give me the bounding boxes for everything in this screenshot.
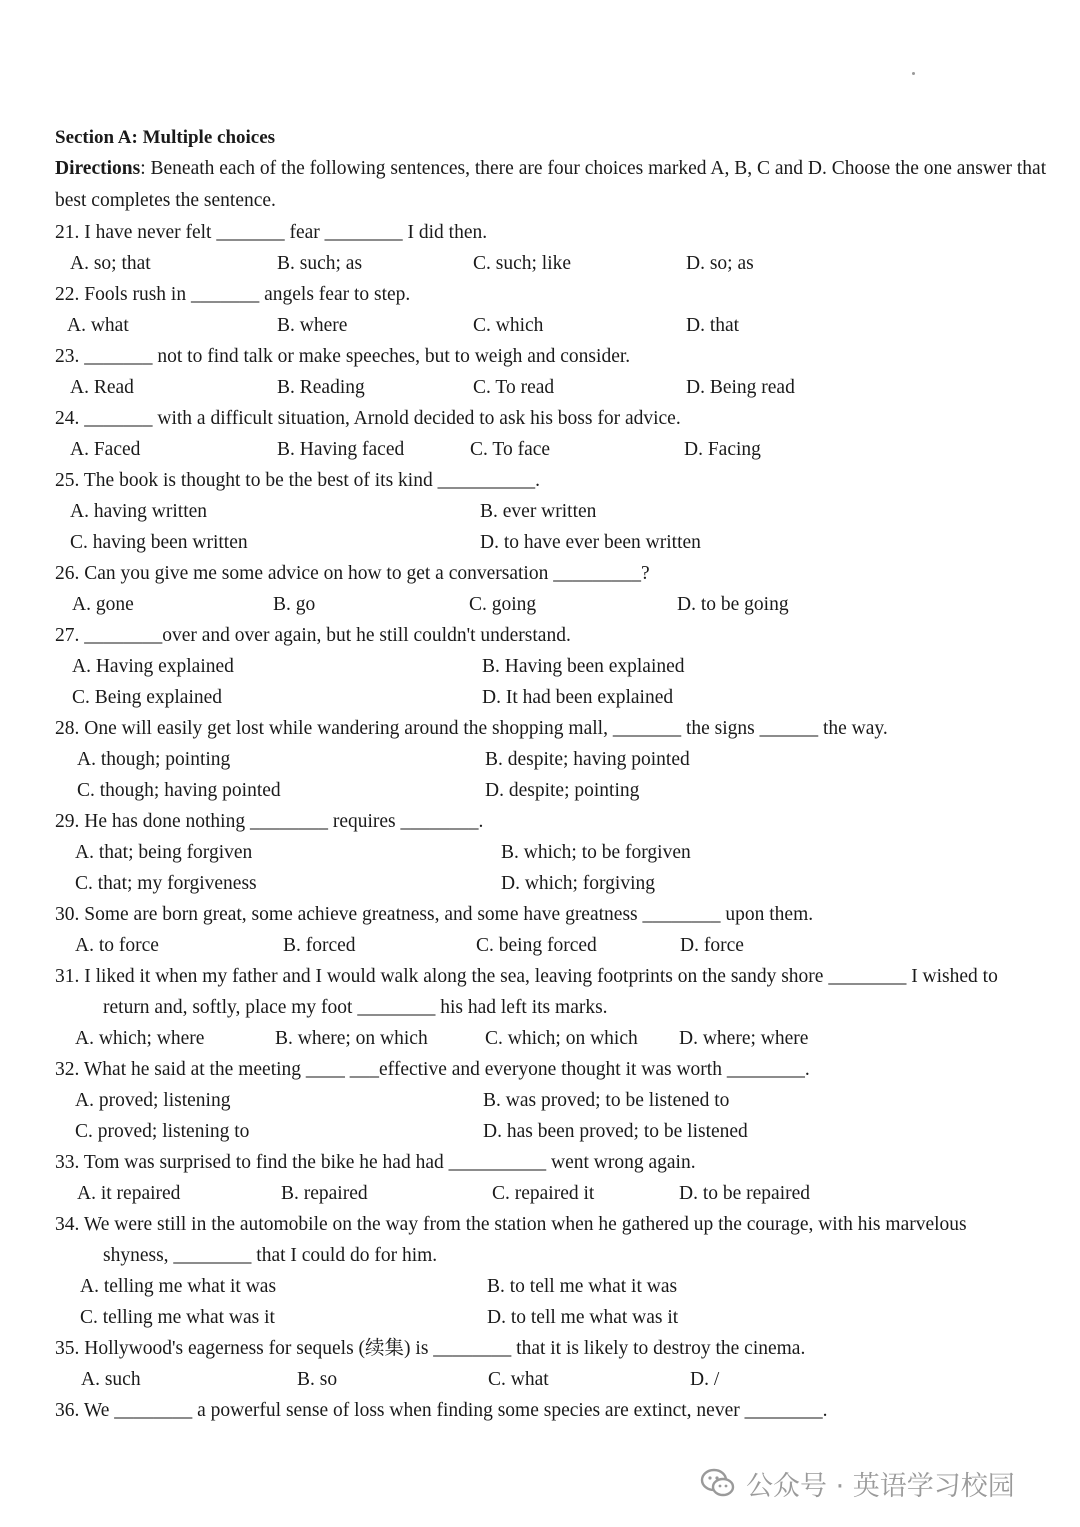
option-d: D. to be going	[677, 594, 789, 615]
question-32	[55, 1054, 1060, 1147]
question-29	[55, 806, 1060, 899]
option-row	[55, 744, 1060, 775]
option-b: B. such; as	[277, 253, 363, 274]
option-b: B. to tell me what it was	[487, 1276, 678, 1297]
option-row	[55, 1302, 1060, 1333]
question-stem: 27. ________over and over again, but he still couldn't understand.	[55, 625, 571, 646]
question-stem: return and, softly, place my foot ________ his had left its marks.	[103, 997, 608, 1018]
option-row	[55, 248, 1060, 279]
option-row	[55, 1085, 1060, 1116]
option-d: D. has been proved; to be listened	[483, 1121, 748, 1142]
option-a: A. Having explained	[72, 656, 234, 677]
option-b: B. go	[273, 594, 316, 615]
question-stem: 36. We ________ a powerful sense of loss when finding some species are extinct, never ________.	[55, 1400, 828, 1421]
question-26	[55, 558, 1060, 620]
option-row	[55, 527, 1060, 558]
question-24	[55, 403, 1060, 465]
question-stem: 34. We were still in the automobile on the way from the station when he gathered up the courage, with his marvelous	[55, 1214, 967, 1235]
question-stem: 30. Some are born great, some achieve greatness, and some have greatness ________ upon them.	[55, 904, 814, 925]
watermark	[700, 1458, 1015, 1508]
question-21	[55, 217, 1060, 279]
question-stem: 33. Tom was surprised to find the bike he had had __________ went wrong again.	[55, 1152, 696, 1173]
option-c: C. which; on which	[485, 1028, 638, 1049]
question-stem: 26. Can you give me some advice on how to get a conversation _________?	[55, 563, 650, 584]
option-a: A. Faced	[70, 439, 141, 460]
option-d: D. which; forgiving	[501, 873, 656, 894]
option-a: A. to force	[75, 935, 159, 956]
question-stem: 23. _______ not to find talk or make speeches, but to weigh and consider.	[55, 346, 631, 367]
option-a: A. Read	[70, 377, 134, 398]
option-b: B. which; to be forgiven	[501, 842, 691, 863]
option-row	[55, 434, 1060, 465]
question-stem: 25. The book is thought to be the best of its kind __________.	[55, 470, 540, 491]
question-list	[55, 217, 1060, 1426]
question-25	[55, 465, 1060, 558]
option-row	[55, 589, 1060, 620]
question-stem: 22. Fools rush in _______ angels fear to step.	[55, 284, 411, 305]
option-b: B. forced	[283, 935, 356, 956]
option-b: B. where; on which	[275, 1028, 428, 1049]
option-c: C. repaired it	[492, 1183, 595, 1204]
option-row	[55, 682, 1060, 713]
option-b: B. Having faced	[277, 439, 405, 460]
option-a: A. gone	[72, 594, 134, 615]
option-d: D. despite; pointing	[485, 780, 640, 801]
option-d: D. that	[686, 315, 740, 336]
scan-speck	[912, 72, 915, 75]
option-row	[55, 837, 1060, 868]
question-stem: shyness, ________ that I could do for him.	[103, 1245, 438, 1266]
option-d: D. to have ever been written	[480, 532, 701, 553]
option-a: A. proved; listening	[75, 1090, 231, 1111]
question-23	[55, 341, 1060, 403]
option-row	[55, 310, 1060, 341]
exam-content	[55, 120, 1060, 1426]
option-b: B. so	[297, 1369, 338, 1390]
option-row	[55, 1116, 1060, 1147]
option-b: B. was proved; to be listened to	[483, 1090, 730, 1111]
option-d: D. to tell me what was it	[487, 1307, 679, 1328]
option-b: B. where	[277, 315, 348, 336]
option-c: C. though; having pointed	[77, 780, 281, 801]
question-stem: 31. I liked it when my father and I would walk along the sea, leaving footprints on the sandy shore ________ I wished to	[55, 966, 998, 987]
option-b: B. Having been explained	[482, 656, 685, 677]
question-stem: 35. Hollywood's eagerness for sequels (续集) is ________ that it is likely to destroy the cinema.	[55, 1338, 806, 1359]
option-c: C. going	[469, 594, 537, 615]
option-a: A. so; that	[70, 253, 151, 274]
question-31	[55, 961, 1060, 1054]
option-d: D. Facing	[684, 439, 761, 460]
option-d: D. to be repaired	[679, 1183, 811, 1204]
option-b: B. repaired	[281, 1183, 368, 1204]
option-d: D. /	[690, 1369, 720, 1390]
option-c: C. To face	[470, 439, 551, 460]
wechat-icon	[700, 1468, 736, 1498]
option-a: A. what	[67, 315, 129, 336]
option-row	[55, 1178, 1060, 1209]
option-c: C. To read	[473, 377, 555, 398]
question-stem: 21. I have never felt _______ fear ________ I did then.	[55, 222, 488, 243]
option-a: A. which; where	[75, 1028, 205, 1049]
directions-label: Directions	[55, 158, 141, 179]
option-d: D. so; as	[686, 253, 754, 274]
option-row	[55, 651, 1060, 682]
option-row	[55, 868, 1060, 899]
question-30	[55, 899, 1060, 961]
option-b: B. Reading	[277, 377, 365, 398]
option-c: C. such; like	[473, 253, 572, 274]
directions	[55, 153, 1060, 217]
option-b: B. despite; having pointed	[485, 749, 690, 770]
option-c: C. telling me what was it	[80, 1307, 275, 1328]
option-d: D. where; where	[679, 1028, 809, 1049]
question-27	[55, 620, 1060, 713]
option-c: C. Being explained	[72, 687, 223, 708]
question-stem: 32. What he said at the meeting ____ ___effective and everyone thought it was worth ________.	[55, 1059, 810, 1080]
option-c: C. what	[488, 1369, 549, 1390]
option-a: A. telling me what it was	[80, 1276, 277, 1297]
section-title: Section A: Multiple choices	[55, 127, 276, 148]
question-28	[55, 713, 1060, 806]
option-d: D. force	[680, 935, 744, 956]
option-row	[55, 1023, 1060, 1054]
question-33	[55, 1147, 1060, 1209]
question-stem: 28. One will easily get lost while wandering around the shopping mall, _______ the signs ______ the way.	[55, 718, 888, 739]
question-stem: 24. _______ with a difficult situation, Arnold decided to ask his boss for advice.	[55, 408, 681, 429]
option-a: A. that; being forgiven	[75, 842, 253, 863]
option-a: A. having written	[70, 501, 208, 522]
option-c: C. proved; listening to	[75, 1121, 250, 1142]
question-stem: 29. He has done nothing ________ requires ________.	[55, 811, 484, 832]
question-35	[55, 1333, 1060, 1395]
option-row	[55, 775, 1060, 806]
question-22	[55, 279, 1060, 341]
option-row	[55, 372, 1060, 403]
option-c: C. being forced	[476, 935, 597, 956]
option-a: A. such	[81, 1369, 141, 1390]
watermark-text: 公众号 · 英语学习校园	[746, 1470, 1015, 1502]
directions-text: : Beneath each of the following sentences, there are four choices marked A, B, C and D. Choose the one answer that best completes the sentence.	[55, 158, 1047, 211]
option-d: D. Being read	[686, 377, 795, 398]
option-row	[55, 1364, 1060, 1395]
option-row	[55, 930, 1060, 961]
option-a: A. though; pointing	[77, 749, 231, 770]
option-row	[55, 496, 1060, 527]
option-d: D. It had been explained	[482, 687, 674, 708]
option-a: A. it repaired	[77, 1183, 181, 1204]
option-b: B. ever written	[480, 501, 597, 522]
option-c: C. having been written	[70, 532, 248, 553]
question-34	[55, 1209, 1060, 1333]
option-row	[55, 1271, 1060, 1302]
question-36	[55, 1395, 1060, 1426]
option-c: C. that; my forgiveness	[75, 873, 257, 894]
option-c: C. which	[473, 315, 544, 336]
